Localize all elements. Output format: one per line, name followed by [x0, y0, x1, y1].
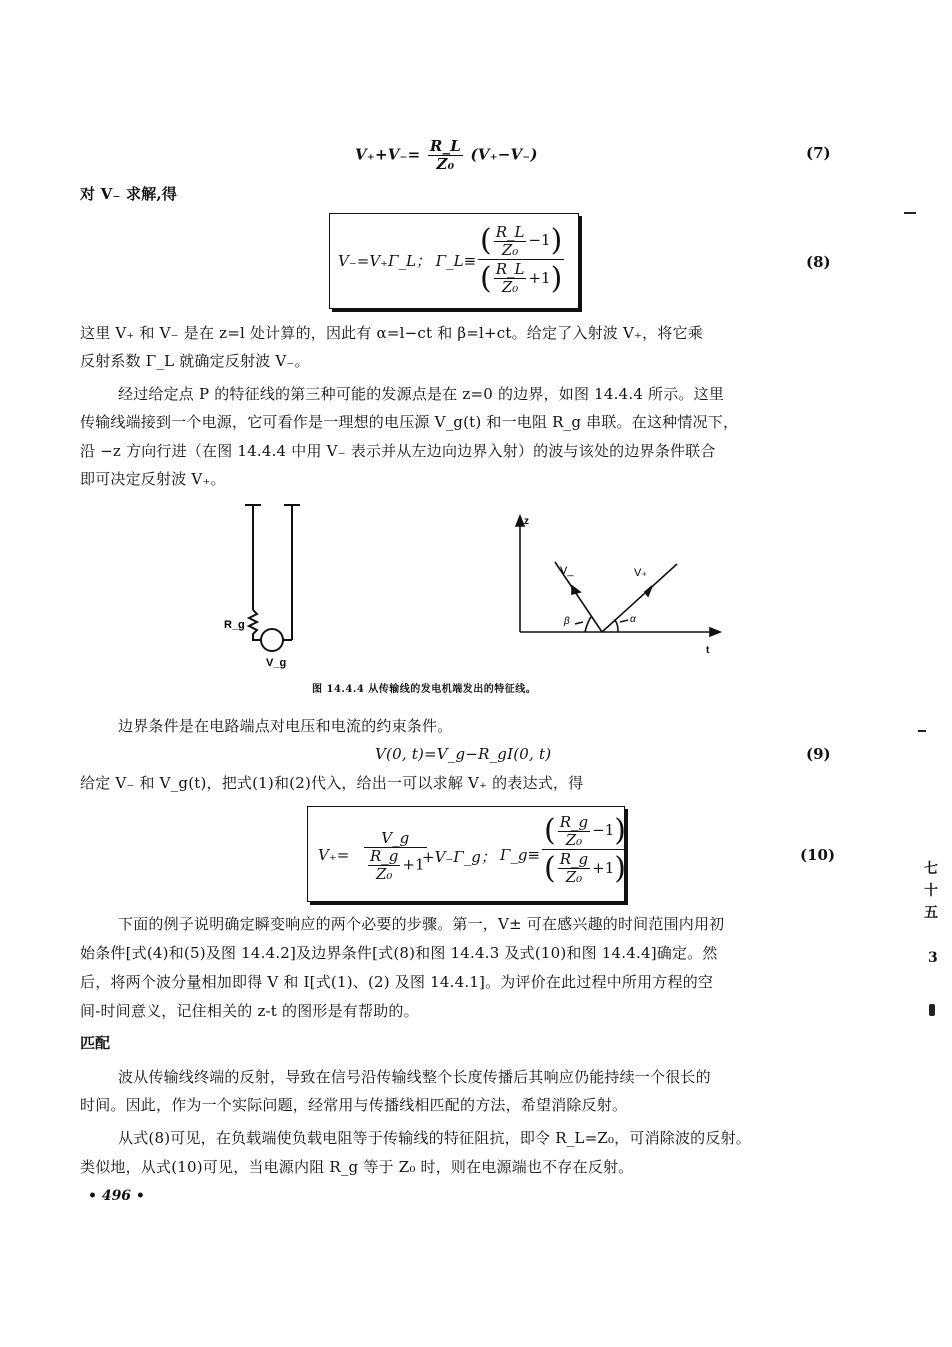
eq7-number: (7) — [806, 144, 831, 162]
eq10-number: (10) — [800, 846, 836, 864]
para2-line2: 传输线端接到一个电源，它可看作是一理想的电压源 V_g(t) 和一电阻 R_g 串联。在这种情况下， — [80, 413, 739, 431]
label-beta: β — [564, 616, 570, 627]
para2-line4: 即可决定反射波 V₊。 — [80, 470, 226, 488]
eq8-top-z0: Z₀ — [501, 240, 519, 259]
eq10-bot-rg: R_g — [559, 850, 589, 868]
eq8-fraction — [478, 222, 564, 296]
eq9-number: (9) — [806, 745, 831, 763]
eq10-vg-num: V_g — [364, 830, 427, 848]
margin-dash-2 — [918, 730, 926, 732]
angle-beta-arc — [585, 616, 592, 632]
zt-diagram — [516, 516, 720, 636]
eq10-plus1: +1 — [592, 858, 615, 877]
label-vg: V_g — [266, 657, 287, 669]
voltage-source-vg — [261, 629, 283, 651]
para5-line4: 间-时间意义，记住相关的 z-t 的图形是有帮助的。 — [80, 1002, 419, 1020]
eq10-top-z0: Z₀ — [565, 830, 583, 849]
para5-line2: 始条件[式(4)和(5)及图 14.4.2]及边界条件[式(8)和图 14.4.3 及式(10)和图 14.4.4]确定。然 — [80, 944, 718, 962]
eq8-frac-top: ( $\frac{R\_L}{\text{Z₀}}$ −1) — [480, 222, 563, 259]
eq10-den-plus1: +1 — [402, 855, 425, 874]
equation-8 — [338, 222, 563, 296]
page-number: • 496 • — [88, 1188, 145, 1204]
eq10-vg-den — [364, 848, 427, 883]
eq8-minus1: −1 — [528, 231, 551, 249]
para6-line2: 时间。因此，作为一个实际问题，经常用与传播线相匹配的方法，希望消除反射。 — [80, 1096, 628, 1114]
eq8-gamma: Γ_L≡ — [435, 252, 477, 270]
eq10-frac-bottom: ( $\frac{R\_g}{\text{Z₀}}$ +1) — [544, 850, 626, 886]
label-rg: R_g — [224, 619, 245, 631]
eq10-den-rg: R_g — [370, 847, 399, 865]
eq10-den-z0: Z₀ — [375, 865, 393, 883]
para1-line1: 这里 V₊ 和 V₋ 是在 z=l 处计算的，因此有 α=l−ct 和 β=l+ct。给定了入射波 V₊，将它乘 — [80, 324, 703, 342]
margin-blot — [929, 1004, 935, 1016]
eq8-number: (8) — [806, 253, 831, 271]
eq8-plus1: +1 — [528, 268, 551, 287]
eq7-right: (V₊−V₋) — [470, 145, 538, 164]
eq8-bot-rl: R_L — [495, 260, 525, 278]
para7-line2: 类似地，从式(10)可见，当电源内阻 R_g 等于 Z₀ 时，则在电源端也不存在反射。 — [80, 1158, 634, 1176]
eq10-minus1: −1 — [592, 821, 615, 839]
para5-line3: 后，将两个波分量相加即得 V 和 I[式(1)、(2) 及图 14.4.1]。为评价在此过程中所用方程的空 — [80, 973, 714, 991]
eq7-left: V₊+V₋= — [355, 145, 421, 164]
angle-alpha-arc — [614, 620, 618, 632]
label-alpha: α — [630, 614, 636, 625]
eq8-left: V₋=V₊Γ_L； — [338, 252, 431, 270]
para7-line1: 从式(8)可见，在负载端使负载电阻等于传输线的特征阻抗，即令 R_L=Z₀，可消除波的反射。 — [118, 1129, 751, 1147]
eq10-gamma-fraction — [542, 812, 628, 886]
label-vminus: V_ — [560, 565, 574, 577]
para2-line1: 经过给定点 P 的特征线的第三种可能的发源点是在 z=0 的边界，如图 14.4.4 所示。这里 — [118, 385, 725, 403]
margin-dash-1 — [904, 212, 916, 214]
eq10-bot-z0: Z₀ — [565, 868, 583, 886]
circuit-diagram — [245, 505, 300, 651]
label-z: z — [524, 516, 529, 527]
eq10-vg-fraction — [364, 830, 427, 883]
para1-line2: 反射系数 Γ_L 就确定反射波 V₋。 — [80, 352, 310, 370]
eq7-fraction — [428, 138, 463, 173]
paragraph-solve: 对 V₋ 求解,得 — [80, 185, 178, 203]
eq7-frac-den: Z₀ — [436, 155, 455, 173]
eq10-left: V₊= — [318, 846, 350, 864]
eq10-gamma: Γ_g≡ — [500, 846, 541, 864]
label-vplus: V₊ — [634, 567, 648, 579]
eq10-frac-top: ( $\frac{R\_g}{\text{Z₀}}$ −1) — [544, 812, 626, 849]
eq8-bot-z0: Z₀ — [501, 278, 519, 296]
eq8-top-rl: R_L — [495, 222, 525, 241]
section-heading-match: 匹配 — [80, 1034, 111, 1052]
equation-10 — [318, 812, 626, 896]
figure-14-4-4 — [200, 500, 740, 675]
equation-7 — [355, 138, 538, 173]
margin-side-text: 七十五 — [924, 861, 938, 921]
para3: 边界条件是在电路端点对电压和电流的约束条件。 — [118, 717, 453, 735]
eq8-frac-bottom: ( $\frac{R\_L}{\text{Z₀}}$ +1) — [480, 260, 563, 296]
para4: 给定 V₋ 和 V_g(t)，把式(1)和(2)代入，给出一可以求解 V₊ 的表达式，得 — [80, 774, 584, 792]
eq10-top-rg: R_g — [559, 812, 589, 831]
eq7-frac-num: R_L — [429, 137, 462, 155]
margin-side-number: 3 — [928, 950, 938, 966]
para5-line1: 下面的例子说明确定瞬变响应的两个必要的步骤。第一，V± 可在感兴趣的时间范围内用初 — [118, 915, 725, 933]
figure-caption: 图 14.4.4 从传输线的发电机端发出的特征线。 — [312, 684, 537, 695]
equation-9: V(0, t)=V_g−R_gI(0, t) — [375, 745, 552, 763]
para2-line3: 沿 −z 方向行进（在图 14.4.4 中用 V₋ 表示并从左边向边界入射）的波与该处的边界条件联合 — [80, 442, 716, 460]
resistor-rg — [249, 610, 260, 640]
para6-line1: 波从传输线终端的反射，导致在信号沿传输线整个长度传播后其响应仍能持续一个很长的 — [118, 1068, 711, 1086]
eq10-middle: +V₋Γ_g； — [422, 848, 496, 866]
label-t: t — [706, 645, 710, 656]
